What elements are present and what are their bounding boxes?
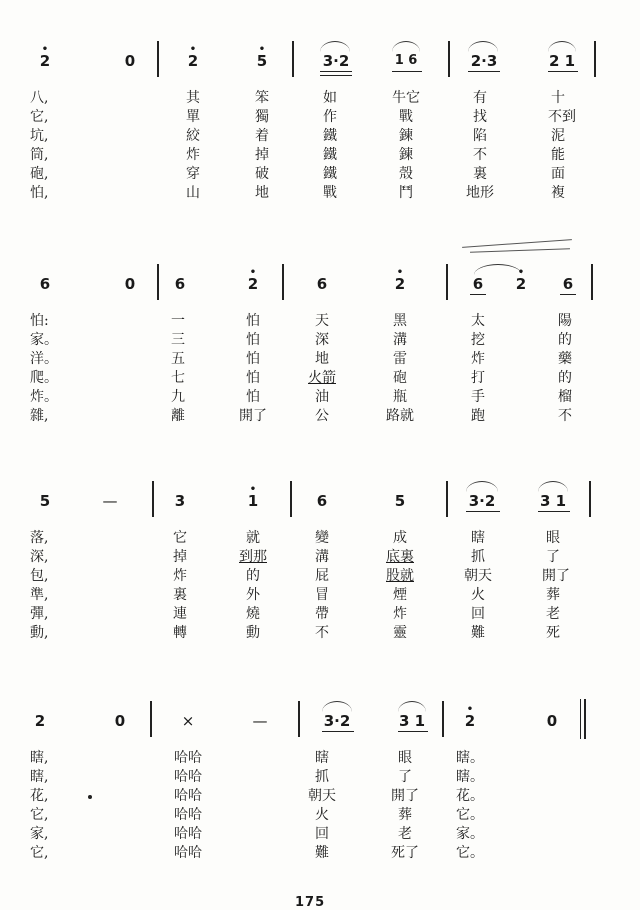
underline [468,71,500,72]
note: • 2 [247,267,259,293]
lyric: 開了 [391,788,419,804]
lyric: 死 [546,625,560,641]
lyric: 破 [255,166,269,182]
lyric: 炸。 [30,389,58,405]
lyric: 跑 [471,408,485,424]
lyric: 瞎, [30,769,49,785]
lyric: 筒, [30,147,49,163]
lyric: 溝 [315,549,329,565]
note: • 2 [464,704,476,730]
note: 6 [39,275,51,293]
slur [320,41,350,52]
slur [322,701,352,712]
lyric: 地 [315,351,329,367]
lyric: 哈哈 [174,750,202,766]
lyric: 陷 [473,128,487,144]
notation-line-1 [0,35,640,85]
lyric: 它, [30,845,49,861]
lyric-line [0,369,640,387]
lyric: 準, [30,587,49,603]
lyric: 深, [30,549,49,565]
lyric: 煙 [393,587,407,603]
bar-line [594,41,596,77]
lyric: 哈哈 [174,788,202,804]
lyric: 抓 [471,549,485,565]
lyric: 泥 [551,128,565,144]
lyric: 裏 [473,166,487,182]
lyric: 底裏 [386,549,414,565]
underline [538,511,570,512]
note: 3·2 [322,52,350,70]
lyric: 不到 [548,109,576,125]
lyric: 打 [471,370,485,386]
lyric: 穿 [186,166,200,182]
lyric: 哈哈 [174,826,202,842]
note: 5 [394,492,406,510]
note: • 2 [394,267,406,293]
lyric: 回 [471,606,485,622]
lyric: 牛它 [392,90,420,106]
bar-line [448,41,450,77]
note: 6 [562,275,574,293]
note: 6 [316,275,328,293]
lyric: 陽 [558,313,572,329]
lyric: 了 [398,769,412,785]
lyric: 笨 [255,90,269,106]
lyric: 瞎。 [456,750,484,766]
lyric: 單 [186,109,200,125]
lyric: 動, [30,625,49,641]
lyric: 鐵 [323,128,337,144]
lyric: 怕 [246,351,260,367]
lyric: 眼 [398,750,412,766]
notation-line-4 [0,695,640,745]
lyric: 瞎 [471,530,485,546]
note: × [181,712,195,730]
lyric: 能 [551,147,565,163]
lyric: 怕 [246,389,260,405]
lyric: 爬。 [30,370,58,386]
lyric: 作 [323,109,337,125]
lyric: 複 [551,185,565,201]
lyric: 花, [30,788,49,804]
lyric: 不 [558,408,572,424]
lyric: 地 [255,185,269,201]
lyric: 朝天 [308,788,336,804]
note: • 5 [256,44,268,70]
lyric: 找 [473,109,487,125]
bar-line [442,701,444,737]
lyric: 花。 [456,788,484,804]
lyric: 哈哈 [174,769,202,785]
lyric: 它, [30,109,49,125]
lyric: 手 [471,389,485,405]
lyric: 它 [173,530,187,546]
lyric: 到那 [239,549,267,565]
lyric: 地形 [466,185,494,201]
lyric: 炸 [186,147,200,163]
lyric-line [0,624,640,642]
lyric: 連 [173,606,187,622]
lyric: 深 [315,332,329,348]
bar-line [446,481,448,517]
bar-line [446,264,448,300]
lyric-line [0,787,640,805]
lyric: 坑, [30,128,49,144]
lyric: 成 [393,530,407,546]
note: 3 1 [539,492,567,510]
lyric: 死了 [391,845,419,861]
lyric-line [0,825,640,843]
bar-line [591,264,593,300]
note: 3·2 [468,492,496,510]
lyric: 冒 [315,587,329,603]
lyric-line [0,108,640,126]
lyric-line [0,567,640,585]
lyric: 戰 [399,109,413,125]
lyric: 怕 [246,332,260,348]
note: 1 6 [394,53,418,68]
lyric: 轉 [173,625,187,641]
lyric: 動 [246,625,260,641]
note: 0 [124,275,136,293]
lyric: 家。 [456,826,484,842]
underline [398,731,428,732]
bar-line [157,41,159,77]
lyric: 股就 [386,568,414,584]
note: 0 [114,712,126,730]
lyric: 掉 [255,147,269,163]
lyric: 八, [30,90,49,106]
lyric: 如 [323,90,337,106]
lyric-line [0,586,640,604]
lyric-line [0,768,640,786]
lyric: 眼 [546,530,560,546]
lyric: 落, [30,530,49,546]
lyric: 雜, [30,408,49,424]
note: 6 [472,275,484,293]
note: — [252,712,268,730]
lyric-line [0,146,640,164]
lyric: 鍊 [399,128,413,144]
pencil-mark [462,239,572,248]
lyric: 戰 [323,185,337,201]
lyric: 葬 [546,587,560,603]
lyric: 一 [171,313,185,329]
final-bar-line [580,699,586,739]
lyric: 不 [473,147,487,163]
lyric: 外 [246,587,260,603]
lyric: 鐵 [323,166,337,182]
page-number: 175 [295,895,326,910]
lyric: 着 [255,128,269,144]
lyric: 藥 [558,351,572,367]
lyric: 火 [315,807,329,823]
lyric-line [0,605,640,623]
note: 5 [39,492,51,510]
lyric-line [0,388,640,406]
underline [392,71,422,72]
lyric: 難 [315,845,329,861]
bar-line [282,264,284,300]
lyric: 怕, [30,185,49,201]
underline [470,294,486,295]
underline [320,75,352,76]
note: 2·3 [470,52,498,70]
lyric-line [0,548,640,566]
lyric: 開了 [239,408,267,424]
lyric: 炸 [471,351,485,367]
note: 3 [174,492,186,510]
lyric: 鍊 [399,147,413,163]
underline [560,294,576,295]
lyric: 雷 [393,351,407,367]
lyric: 老 [398,826,412,842]
lyric: 抓 [315,769,329,785]
lyric: 面 [551,166,565,182]
lyric: 三 [171,332,185,348]
lyric: 就 [246,530,260,546]
lyric: 家, [30,826,49,842]
slur [548,41,576,52]
lyric: 哈哈 [174,807,202,823]
lyric: 它, [30,807,49,823]
bar-line [150,701,152,737]
lyric: 朝天 [464,568,492,584]
lyric-line [0,331,640,349]
slur [468,41,498,52]
lyric-line [0,844,640,862]
slur [466,481,498,492]
bar-line [589,481,591,517]
lyric: 怕: [30,313,49,329]
lyric: 家。 [30,332,58,348]
underline [548,71,578,72]
lyric-line [0,165,640,183]
lyric-line [0,407,640,425]
notation-line-3 [0,475,640,525]
lyric: 靈 [393,625,407,641]
note: • 2 [187,44,199,70]
lyric-line [0,127,640,145]
lyric: 裏 [173,587,187,603]
lyric: 五 [171,351,185,367]
lyric: 了 [546,549,560,565]
lyric: 鐵 [323,147,337,163]
lyric: 葬 [398,807,412,823]
lyric: 變 [315,530,329,546]
lyric: 砲 [393,370,407,386]
lyric-line [0,806,640,824]
bar-line [298,701,300,737]
lyric: 哈哈 [174,845,202,861]
lyric: 炸 [173,568,187,584]
lyric: 瓶 [393,389,407,405]
lyric: 的 [558,370,572,386]
lyric: 十 [551,90,565,106]
underline [322,731,354,732]
lyric: 瞎 [315,750,329,766]
bar-line [157,264,159,300]
notation-line-2 [0,258,640,308]
lyric: 不 [315,625,329,641]
lyric: 火箭 [308,370,336,386]
lyric: 離 [171,408,185,424]
lyric: 絞 [186,128,200,144]
lyric: 怕 [246,313,260,329]
lyric: 它。 [456,807,484,823]
lyric: 它。 [456,845,484,861]
lyric: 七 [171,370,185,386]
note: • 1 [247,484,259,510]
lyric: 榴 [558,389,572,405]
lyric-line [0,350,640,368]
lyric: 彈, [30,606,49,622]
lyric: 瞎。 [456,769,484,785]
lyric: 老 [546,606,560,622]
slur [392,41,420,52]
slur [398,701,426,712]
lyric: 殼 [399,166,413,182]
note: 2 1 [548,52,576,70]
lyric: 炸 [393,606,407,622]
underline [466,511,500,512]
lyric-line [0,529,640,547]
lyric: 挖 [471,332,485,348]
bar-line [152,481,154,517]
lyric: 的 [558,332,572,348]
pencil-mark [470,248,570,252]
lyric: 洋。 [30,351,58,367]
underline [320,71,352,72]
lyric: 瞎, [30,750,49,766]
lyric: 的 [246,568,260,584]
lyric: 鬥 [399,185,413,201]
lyric: 掉 [173,549,187,565]
bar-line [290,481,292,517]
bar-line [292,41,294,77]
lyric: 公 [315,408,329,424]
note: 3 1 [398,712,426,730]
ink-speck [88,795,92,799]
lyric: 其 [186,90,200,106]
note: 2 [34,712,46,730]
lyric: 燒 [246,606,260,622]
lyric-line [0,89,640,107]
note: 0 [546,712,558,730]
lyric: 有 [473,90,487,106]
lyric: 路就 [386,408,414,424]
note: 3·2 [323,712,351,730]
lyric: 山 [186,185,200,201]
note: • 2 [39,44,51,70]
lyric: 溝 [393,332,407,348]
note: 6 [174,275,186,293]
lyric: 砲, [30,166,49,182]
lyric: 難 [471,625,485,641]
lyric: 包, [30,568,49,584]
note: — [102,492,118,510]
note: 0 [124,52,136,70]
lyric: 太 [471,313,485,329]
lyric: 回 [315,826,329,842]
lyric-line [0,184,640,202]
lyric: 帶 [315,606,329,622]
note: • 2 [515,267,527,293]
lyric: 屁 [315,568,329,584]
lyric-line [0,749,640,767]
lyric-line [0,312,640,330]
lyric: 黑 [393,313,407,329]
lyric: 獨 [255,109,269,125]
lyric: 怕 [246,370,260,386]
lyric: 天 [315,313,329,329]
slur [474,264,522,275]
lyric: 火 [471,587,485,603]
lyric: 開了 [542,568,570,584]
slur [538,481,568,492]
lyric: 油 [315,389,329,405]
lyric: 九 [171,389,185,405]
note: 6 [316,492,328,510]
